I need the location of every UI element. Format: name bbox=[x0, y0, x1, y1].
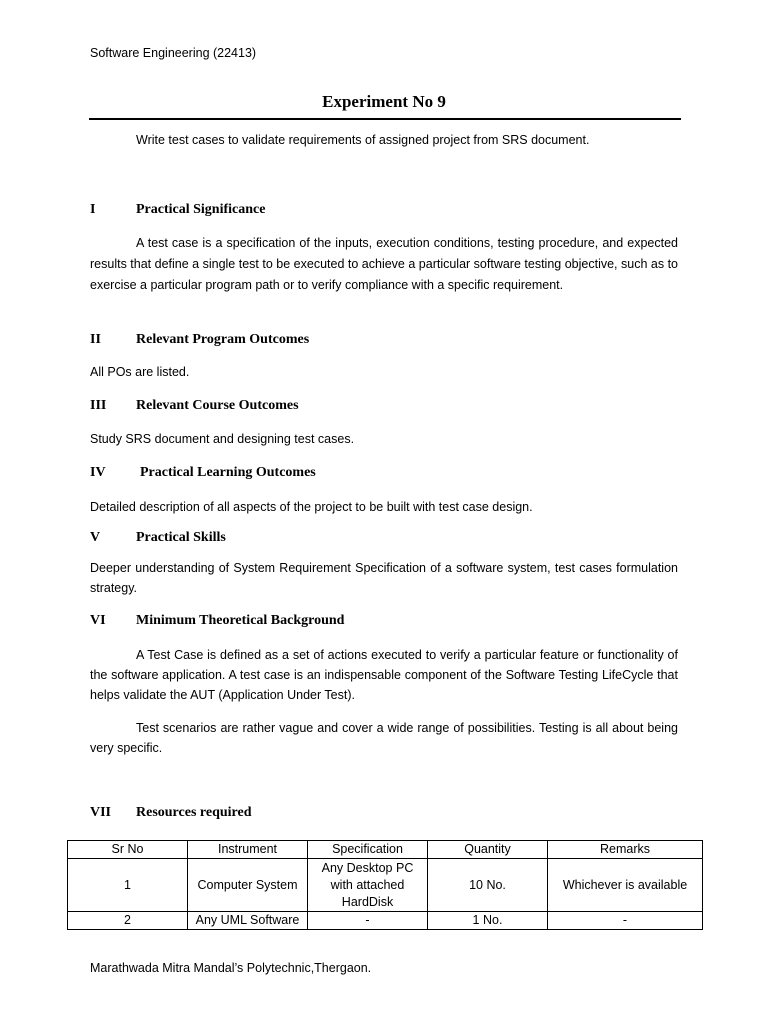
table-row bbox=[68, 859, 703, 912]
section-title: Relevant Program Outcomes bbox=[136, 332, 310, 347]
experiment-aim: Write test cases to validate requirements of assigned project from SRS document. bbox=[136, 133, 590, 147]
paragraph-program-outcomes: All POs are listed. bbox=[90, 365, 190, 379]
resources-table bbox=[67, 840, 703, 930]
section-number: VI bbox=[90, 613, 106, 628]
table-row bbox=[68, 912, 703, 930]
table-cell: Any Desktop PC with attached HardDisk bbox=[308, 859, 428, 912]
table-cell: Whichever is available bbox=[548, 859, 703, 912]
document-header: Software Engineering (22413) bbox=[90, 46, 257, 60]
column-header: Specification bbox=[308, 841, 428, 859]
document-footer: Marathwada Mitra Mandal’s Polytechnic,Thergaon. bbox=[90, 961, 372, 975]
section-number: V bbox=[90, 530, 101, 545]
table-cell: 1 No. bbox=[428, 912, 548, 930]
section-title: Resources required bbox=[136, 805, 252, 820]
column-header: Quantity bbox=[428, 841, 548, 859]
section-number: I bbox=[90, 202, 96, 217]
paragraph-practical-significance: A test case is a specification of the inputs, execution conditions, testing procedure, and expected results that define a single test to be executed to achieve a particular software testing objective, such as to exercise a particular program path or to verify compliance with a specific requirement. bbox=[90, 236, 678, 292]
table-cell: 1 bbox=[68, 859, 188, 912]
paragraph-practical-skills: Deeper understanding of System Requirement Specification of a software system, test cases formulation strategy. bbox=[90, 561, 678, 595]
section-title: Practical Learning Outcomes bbox=[140, 465, 316, 480]
table-cell: 2 bbox=[68, 912, 188, 930]
section-number: II bbox=[90, 332, 101, 347]
section-number: III bbox=[90, 398, 107, 413]
paragraph-course-outcomes: Study SRS document and designing test cases. bbox=[90, 432, 355, 446]
table-cell: 10 No. bbox=[428, 859, 548, 912]
paragraph-learning-outcomes: Detailed description of all aspects of the project to be built with test case design. bbox=[90, 500, 533, 514]
column-header: Remarks bbox=[548, 841, 703, 859]
table-cell: - bbox=[548, 912, 703, 930]
paragraph-theoretical-background-2: Test scenarios are rather vague and cover a wide range of possibilities. Testing is all about being very specific. bbox=[90, 721, 678, 755]
column-header: Instrument bbox=[188, 841, 308, 859]
section-title: Practical Significance bbox=[136, 202, 266, 217]
title-divider bbox=[89, 118, 681, 120]
section-number: VII bbox=[90, 805, 112, 820]
table-cell: Any UML Software bbox=[188, 912, 308, 930]
section-title: Practical Skills bbox=[136, 530, 226, 545]
section-number: IV bbox=[90, 465, 106, 480]
section-title: Relevant Course Outcomes bbox=[136, 398, 299, 413]
table-cell: - bbox=[308, 912, 428, 930]
section-title: Minimum Theoretical Background bbox=[136, 613, 345, 628]
paragraph-theoretical-background-1: A Test Case is defined as a set of actions executed to verify a particular feature or functionality of the software application. A test case is an indispensable component of the Software Testing LifeCycle that helps validate the AUT (Application Under Test). bbox=[90, 648, 678, 702]
column-header: Sr No bbox=[68, 841, 188, 859]
table-header-row bbox=[68, 841, 703, 859]
table-cell: Computer System bbox=[188, 859, 308, 912]
experiment-title: Experiment No 9 bbox=[322, 92, 446, 111]
